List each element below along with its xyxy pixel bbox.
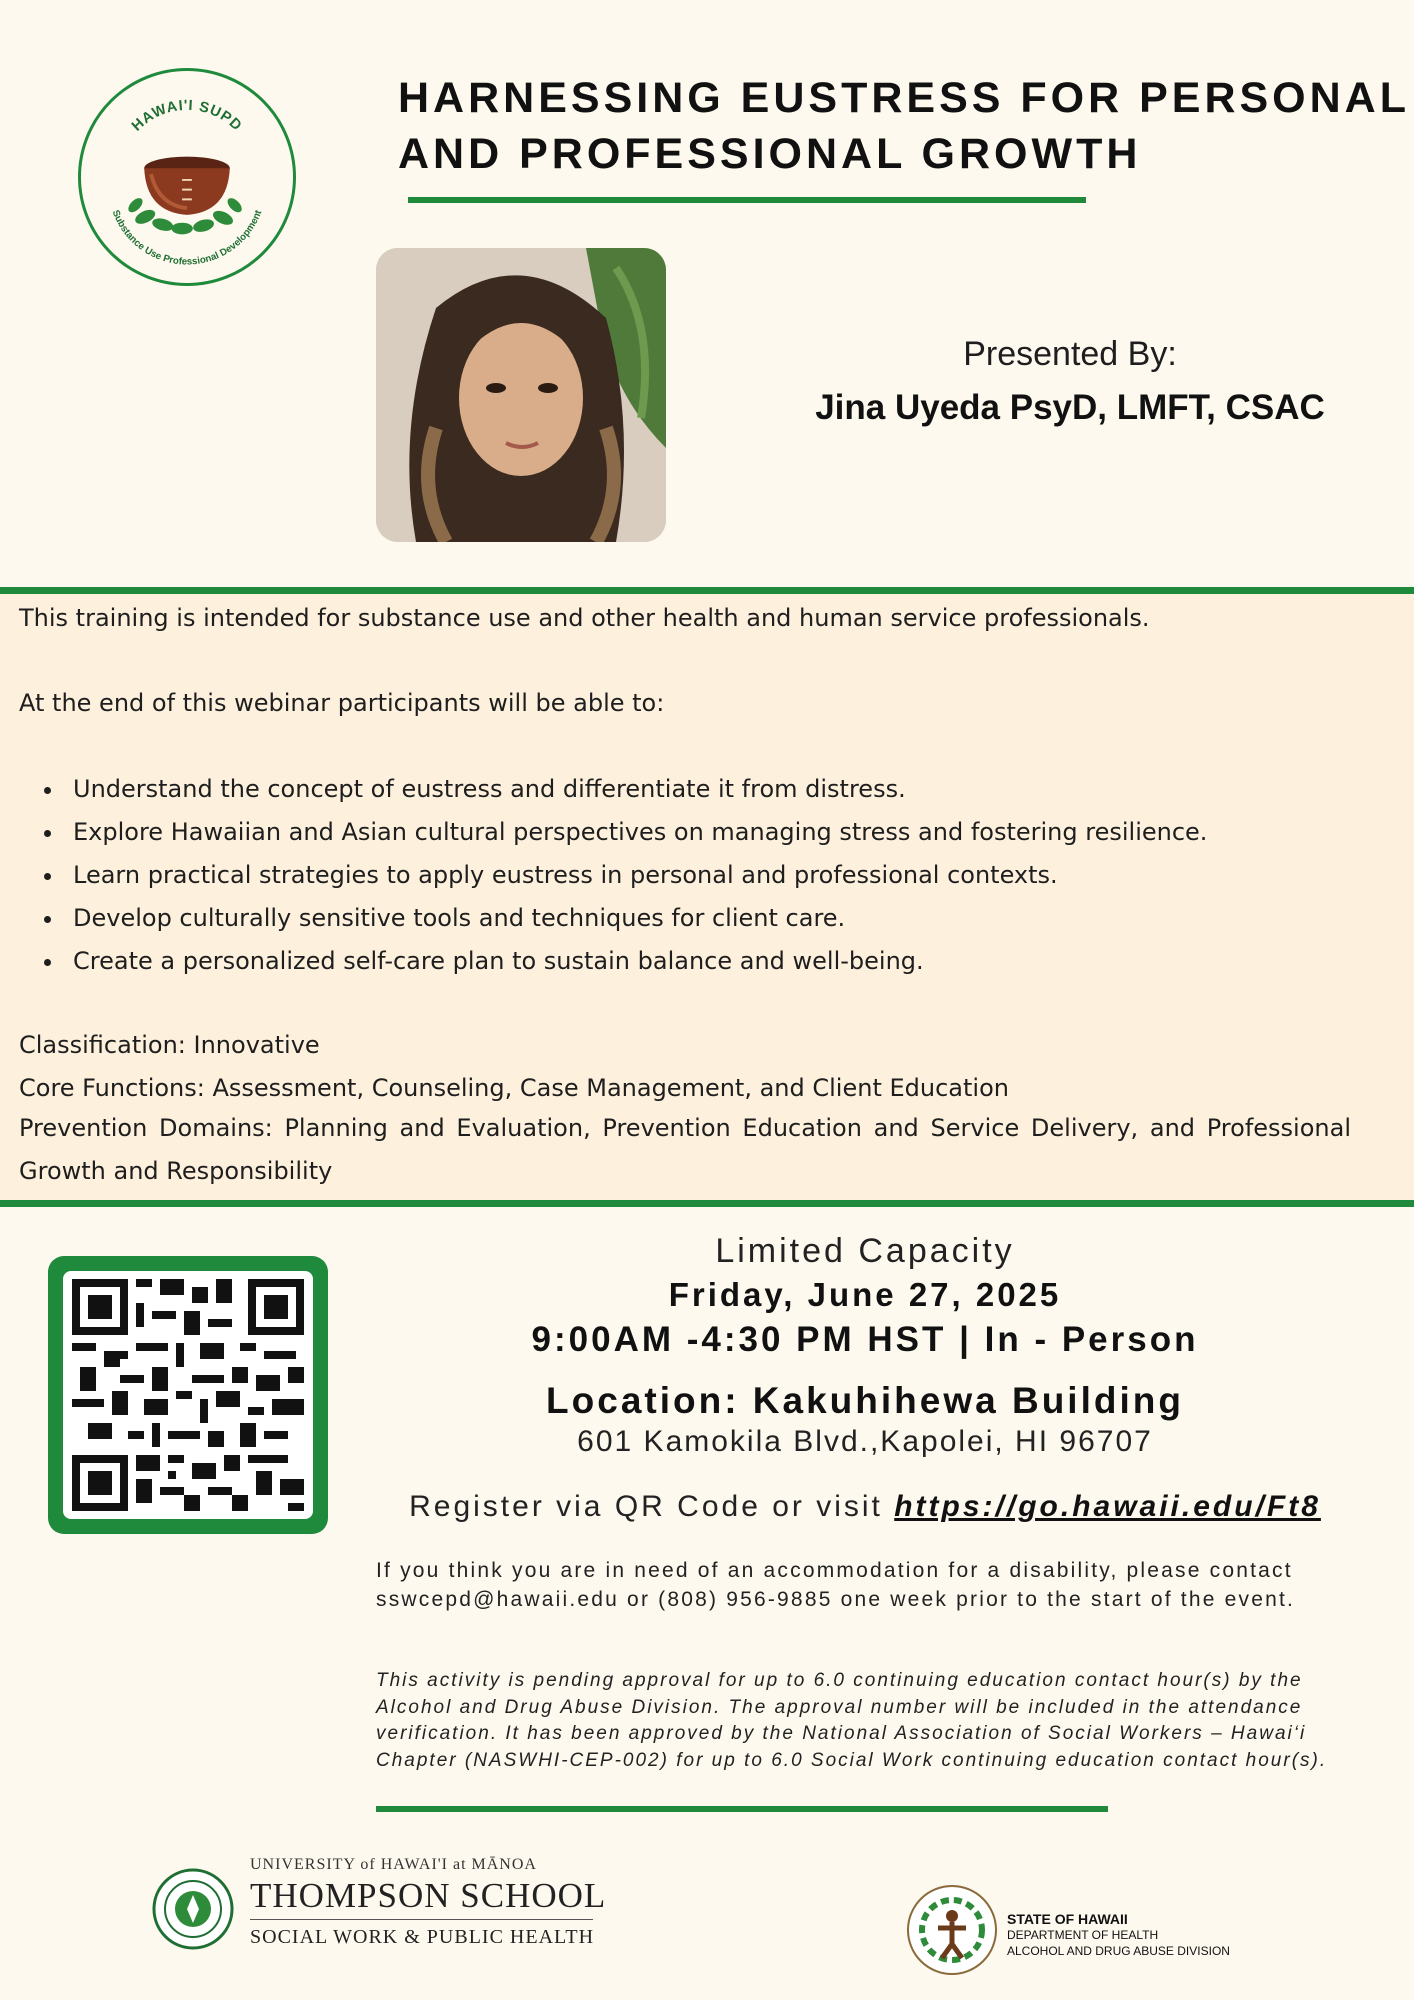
svg-text:Substance Use Professional Dev: Substance Use Professional Development bbox=[109, 208, 265, 268]
svg-text:HAWAI'I SUPD: HAWAI'I SUPD bbox=[129, 97, 245, 135]
title-divider bbox=[408, 197, 1086, 203]
uh-university-line: UNIVERSITY of HAWAI'I at MĀNOA bbox=[250, 1856, 537, 1873]
presenter-photo bbox=[376, 248, 666, 542]
objective-item: Explore Hawaiian and Asian cultural perspectives on managing stress and fostering resilience. bbox=[40, 811, 1207, 854]
presenter-photo-image bbox=[376, 248, 666, 542]
presenter-name: Jina Uyeda PsyD, LMFT, CSAC bbox=[815, 388, 1325, 427]
uh-divider bbox=[250, 1919, 593, 1920]
title-line-1: HARNESSING EUSTRESS FOR PERSONAL bbox=[398, 74, 1410, 122]
doh-state-line: STATE OF HAWAII bbox=[1007, 1911, 1128, 1927]
event-date: Friday, June 27, 2025 bbox=[668, 1276, 1062, 1313]
register-link[interactable]: https://go.hawaii.edu/Ft8 bbox=[894, 1490, 1321, 1523]
doh-division-line: ALCOHOL AND DRUG ABUSE DIVISION bbox=[1007, 1944, 1230, 1958]
ceu-notice: This activity is pending approval for up to 6.0 continuing education contact hour(s) by the Alcohol and Drug Abuse Division. The approval number will be included in the attendance verification. It has been approved by the National Association of Social Workers – Hawai‘i Chapter (NASWHI-CEP-002) for up to 6.0 Social Work continuing education contact hour(s). bbox=[376, 1670, 1328, 1771]
objectives-intro: At the end of this webinar participants will be able to: bbox=[19, 689, 665, 717]
core-functions-text: Core Functions: Assessment, Counseling, Case Management, and Client Education bbox=[19, 1074, 1009, 1102]
audience-text: This training is intended for substance use and other health and human service professionals. bbox=[19, 604, 1150, 632]
objective-item: Create a personalized self-care plan to sustain balance and well-being. bbox=[40, 940, 1207, 983]
objective-item: Learn practical strategies to apply eustress in personal and professional contexts. bbox=[40, 854, 1207, 897]
supd-logo bbox=[78, 68, 296, 286]
uh-seal-icon bbox=[152, 1868, 234, 1950]
bottom-divider bbox=[376, 1806, 1108, 1812]
title-line-2: AND PROFESSIONAL GROWTH bbox=[398, 130, 1142, 178]
band-bottom-rule bbox=[0, 1200, 1414, 1207]
presented-by-label: Presented By: bbox=[963, 335, 1177, 373]
qr-code-icon bbox=[72, 1279, 304, 1511]
uh-school-name: THOMPSON SCHOOL bbox=[250, 1876, 607, 1915]
capacity-label: Limited Capacity bbox=[715, 1232, 1015, 1270]
supd-logo-art bbox=[81, 71, 293, 283]
doh-seal-icon bbox=[904, 1882, 1000, 1978]
accommodation-notice: If you think you are in need of an accommodation for a disability, please contact sswcepd@hawaii.edu or (808) 956-9885 one week prior to the start of the event. bbox=[376, 1559, 1296, 1611]
objective-item: Understand the concept of eustress and differentiate it from distress. bbox=[40, 768, 1207, 811]
doh-department-line: DEPARTMENT OF HEALTH bbox=[1007, 1928, 1159, 1942]
band-top-rule bbox=[0, 587, 1414, 594]
objective-item: Develop culturally sensitive tools and techniques for client care. bbox=[40, 897, 1207, 940]
register-prefix: Register via QR Code or visit bbox=[409, 1490, 895, 1523]
event-location: Location: Kakuhihewa Building bbox=[546, 1380, 1184, 1421]
uh-school-subtitle: SOCIAL WORK & PUBLIC HEALTH bbox=[250, 1926, 595, 1948]
objectives-list bbox=[40, 768, 1207, 983]
classification-text: Classification: Innovative bbox=[19, 1031, 320, 1059]
registration-qr-code[interactable] bbox=[63, 1271, 313, 1519]
prevention-domains-text: Prevention Domains: Planning and Evaluation, Prevention Education and Service Delivery, and Professional Growth and Responsibility bbox=[19, 1114, 1351, 1185]
event-time: 9:00AM -4:30 PM HST | In - Person bbox=[531, 1320, 1199, 1359]
event-address: 601 Kamokila Blvd.,Kapolei, HI 96707 bbox=[577, 1425, 1153, 1458]
event-title bbox=[398, 70, 1410, 182]
register-line bbox=[400, 1490, 1330, 1524]
